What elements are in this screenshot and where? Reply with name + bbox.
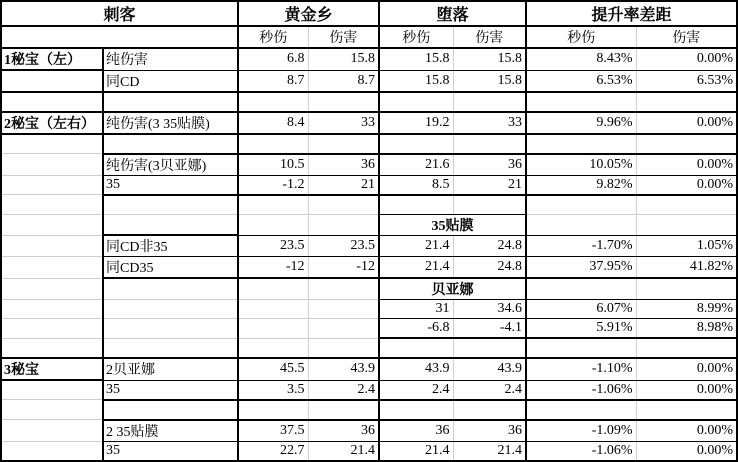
- value-cell[interactable]: 19.2: [379, 112, 453, 134]
- empty-cell[interactable]: [103, 134, 238, 154]
- empty-cell[interactable]: [526, 195, 636, 215]
- value-cell[interactable]: 21.4: [379, 257, 453, 279]
- value-cell[interactable]: 15.8: [453, 48, 526, 70]
- table-row: [1, 48, 737, 70]
- table-row: [1, 441, 737, 461]
- value-cell[interactable]: 43.9: [453, 358, 526, 380]
- empty-cell[interactable]: [238, 195, 308, 215]
- empty-cell[interactable]: [1, 278, 103, 300]
- empty-cell[interactable]: [103, 195, 238, 215]
- empty-cell[interactable]: [308, 400, 379, 420]
- col-group-golden-town[interactable]: 黄金乡: [238, 1, 379, 26]
- empty-cell[interactable]: [1, 380, 103, 400]
- table-row: [1, 112, 737, 134]
- value-cell[interactable]: 36: [453, 420, 526, 442]
- row-group-label[interactable]: 3秘宝: [1, 358, 103, 380]
- table-row: [1, 420, 737, 442]
- empty-cell[interactable]: [1, 214, 103, 235]
- empty-cell[interactable]: [103, 92, 238, 112]
- percent-cell[interactable]: 6.07%: [526, 300, 636, 319]
- value-cell[interactable]: 37.5: [238, 420, 308, 442]
- value-cell[interactable]: 21.4: [308, 441, 379, 461]
- row-group-label[interactable]: 2秘宝（左右）: [1, 112, 103, 134]
- empty-cell[interactable]: [238, 300, 308, 319]
- value-cell[interactable]: 36: [308, 420, 379, 442]
- subheader-dps[interactable]: 秒伤: [238, 26, 308, 48]
- empty-cell[interactable]: [308, 92, 379, 112]
- percent-cell[interactable]: 8.43%: [526, 48, 636, 70]
- value-cell[interactable]: 43.9: [379, 358, 453, 380]
- empty-cell[interactable]: [1, 26, 238, 48]
- table-row: [1, 257, 737, 279]
- empty-cell[interactable]: [453, 134, 526, 154]
- empty-cell[interactable]: [103, 400, 238, 420]
- value-cell[interactable]: 22.7: [238, 441, 308, 461]
- empty-cell[interactable]: [453, 195, 526, 215]
- empty-cell[interactable]: [379, 92, 453, 112]
- value-cell[interactable]: 31: [379, 300, 453, 319]
- empty-cell[interactable]: [636, 400, 737, 420]
- value-cell[interactable]: 24.8: [453, 235, 526, 257]
- empty-cell[interactable]: [453, 338, 526, 358]
- value-cell[interactable]: 33: [308, 112, 379, 134]
- empty-cell[interactable]: [103, 338, 238, 358]
- percent-cell[interactable]: 6.53%: [636, 70, 737, 92]
- empty-cell[interactable]: [238, 338, 308, 358]
- value-cell[interactable]: 33: [453, 112, 526, 134]
- row-label[interactable]: 2 35贴膜: [103, 420, 238, 442]
- table-row: [1, 134, 737, 154]
- empty-cell[interactable]: [1, 338, 103, 358]
- table-row: [1, 70, 737, 92]
- percent-cell[interactable]: 0.00%: [636, 175, 737, 195]
- empty-cell[interactable]: [1, 70, 103, 92]
- value-cell[interactable]: 21.6: [379, 154, 453, 176]
- empty-cell[interactable]: [308, 300, 379, 319]
- value-cell[interactable]: -12: [238, 257, 308, 279]
- value-cell[interactable]: 21: [308, 175, 379, 195]
- value-cell[interactable]: 23.5: [238, 235, 308, 257]
- empty-cell[interactable]: [636, 214, 737, 235]
- table-row: [1, 278, 737, 300]
- empty-cell[interactable]: [1, 175, 103, 195]
- percent-cell[interactable]: -1.09%: [526, 420, 636, 442]
- value-cell[interactable]: 2.4: [379, 380, 453, 400]
- empty-cell[interactable]: [103, 300, 238, 319]
- empty-cell[interactable]: [103, 319, 238, 339]
- percent-cell[interactable]: 0.00%: [636, 358, 737, 380]
- empty-cell[interactable]: [453, 400, 526, 420]
- empty-cell[interactable]: [308, 195, 379, 215]
- table-row: [1, 380, 737, 400]
- table-header-row: [1, 1, 737, 26]
- empty-cell[interactable]: [1, 300, 103, 319]
- percent-cell[interactable]: 0.00%: [636, 48, 737, 70]
- percent-cell[interactable]: 0.00%: [636, 112, 737, 134]
- subheader-damage[interactable]: 伤害: [308, 26, 379, 48]
- table-row: [1, 195, 737, 215]
- table-row: [1, 319, 737, 339]
- percent-cell[interactable]: 41.82%: [636, 257, 737, 279]
- table-row: [1, 338, 737, 358]
- table-row: [1, 358, 737, 380]
- percent-cell[interactable]: 1.05%: [636, 235, 737, 257]
- empty-cell[interactable]: [308, 319, 379, 339]
- percent-cell[interactable]: -1.06%: [526, 380, 636, 400]
- empty-cell[interactable]: [636, 338, 737, 358]
- value-cell[interactable]: -12: [308, 257, 379, 279]
- row-group-label[interactable]: 1秘宝（左）: [1, 48, 103, 70]
- empty-cell[interactable]: [238, 214, 308, 235]
- row-label[interactable]: 同CD35: [103, 257, 238, 279]
- value-cell[interactable]: 43.9: [308, 358, 379, 380]
- percent-cell[interactable]: 8.99%: [636, 300, 737, 319]
- value-cell[interactable]: -4.1: [453, 319, 526, 339]
- value-cell[interactable]: 8.7: [238, 70, 308, 92]
- percent-cell[interactable]: -1.06%: [526, 441, 636, 461]
- row-label[interactable]: 2贝亚娜: [103, 358, 238, 380]
- empty-cell[interactable]: [636, 278, 737, 300]
- value-cell[interactable]: 15.8: [379, 48, 453, 70]
- empty-cell[interactable]: [308, 134, 379, 154]
- empty-cell[interactable]: [526, 400, 636, 420]
- value-cell[interactable]: -6.8: [379, 319, 453, 339]
- percent-cell[interactable]: 6.53%: [526, 70, 636, 92]
- value-cell[interactable]: 10.5: [238, 154, 308, 176]
- value-cell[interactable]: 8.4: [238, 112, 308, 134]
- section-header-beyana[interactable]: 贝亚娜: [379, 278, 526, 300]
- table-subheader-row: [1, 26, 737, 48]
- value-cell[interactable]: 24.8: [453, 257, 526, 279]
- row-label[interactable]: 纯伤害(3 35贴膜): [103, 112, 238, 134]
- empty-cell[interactable]: [103, 214, 238, 235]
- value-cell[interactable]: 8.7: [308, 70, 379, 92]
- table-row: [1, 214, 737, 235]
- empty-cell[interactable]: [526, 92, 636, 112]
- empty-cell[interactable]: [379, 195, 453, 215]
- empty-cell[interactable]: [1, 154, 103, 176]
- row-label[interactable]: 纯伤害: [103, 48, 238, 70]
- percent-cell[interactable]: 0.00%: [636, 441, 737, 461]
- empty-cell[interactable]: [308, 278, 379, 300]
- value-cell[interactable]: -1.2: [238, 175, 308, 195]
- value-cell[interactable]: 2.4: [453, 380, 526, 400]
- value-cell[interactable]: 21.4: [453, 441, 526, 461]
- empty-cell[interactable]: [308, 214, 379, 235]
- empty-cell[interactable]: [526, 278, 636, 300]
- empty-cell[interactable]: [1, 195, 103, 215]
- percent-cell[interactable]: 8.98%: [636, 319, 737, 339]
- empty-cell[interactable]: [636, 92, 737, 112]
- empty-cell[interactable]: [1, 134, 103, 154]
- empty-cell[interactable]: [1, 400, 103, 420]
- subheader-dps[interactable]: 秒伤: [379, 26, 453, 48]
- value-cell[interactable]: 15.8: [308, 48, 379, 70]
- empty-cell[interactable]: [308, 338, 379, 358]
- empty-cell[interactable]: [1, 92, 103, 112]
- value-cell[interactable]: 15.8: [379, 70, 453, 92]
- value-cell[interactable]: 6.8: [238, 48, 308, 70]
- percent-cell[interactable]: 0.00%: [636, 420, 737, 442]
- empty-cell[interactable]: [636, 195, 737, 215]
- empty-cell[interactable]: [1, 319, 103, 339]
- value-cell[interactable]: 23.5: [308, 235, 379, 257]
- subheader-damage[interactable]: 伤害: [453, 26, 526, 48]
- percent-cell[interactable]: 5.91%: [526, 319, 636, 339]
- empty-cell[interactable]: [103, 278, 238, 300]
- empty-cell[interactable]: [238, 319, 308, 339]
- value-cell[interactable]: 34.6: [453, 300, 526, 319]
- table-row: [1, 175, 737, 195]
- table-row: [1, 235, 737, 257]
- empty-cell[interactable]: [636, 134, 737, 154]
- empty-cell[interactable]: [526, 134, 636, 154]
- empty-cell[interactable]: [379, 134, 453, 154]
- empty-cell[interactable]: [1, 257, 103, 279]
- value-cell[interactable]: 45.5: [238, 358, 308, 380]
- empty-cell[interactable]: [1, 235, 103, 257]
- percent-cell[interactable]: 37.95%: [526, 257, 636, 279]
- section-header-35-film[interactable]: 35贴膜: [379, 214, 526, 235]
- value-cell[interactable]: 36: [453, 154, 526, 176]
- percent-cell[interactable]: -1.70%: [526, 235, 636, 257]
- value-cell[interactable]: 8.5: [379, 175, 453, 195]
- value-cell[interactable]: 2.4: [308, 380, 379, 400]
- empty-cell[interactable]: [379, 400, 453, 420]
- empty-cell[interactable]: [453, 92, 526, 112]
- row-label[interactable]: 35: [103, 380, 238, 400]
- table-row: [1, 300, 737, 319]
- table-row: [1, 154, 737, 176]
- percent-cell[interactable]: 10.05%: [526, 154, 636, 176]
- empty-cell[interactable]: [526, 214, 636, 235]
- empty-cell[interactable]: [238, 134, 308, 154]
- empty-cell[interactable]: [238, 92, 308, 112]
- table-row: [1, 400, 737, 420]
- subheader-dps[interactable]: 秒伤: [526, 26, 636, 48]
- row-label[interactable]: 纯伤害(3贝亚娜): [103, 154, 238, 176]
- empty-cell[interactable]: [526, 338, 636, 358]
- col-group-assassin[interactable]: 刺客: [1, 1, 238, 26]
- empty-cell[interactable]: [379, 338, 453, 358]
- row-label[interactable]: 同CD非35: [103, 235, 238, 257]
- percent-cell[interactable]: -1.10%: [526, 358, 636, 380]
- percent-cell[interactable]: 9.82%: [526, 175, 636, 195]
- value-cell[interactable]: 36: [308, 154, 379, 176]
- col-group-improvement-gap[interactable]: 提升率差距: [526, 1, 737, 26]
- value-cell[interactable]: 21: [453, 175, 526, 195]
- value-cell[interactable]: 21.4: [379, 235, 453, 257]
- value-cell[interactable]: 15.8: [453, 70, 526, 92]
- empty-cell[interactable]: [238, 400, 308, 420]
- empty-cell[interactable]: [238, 278, 308, 300]
- col-group-fallen[interactable]: 堕落: [379, 1, 526, 26]
- percent-cell[interactable]: 0.00%: [636, 154, 737, 176]
- percent-cell[interactable]: 0.00%: [636, 380, 737, 400]
- row-label[interactable]: 同CD: [103, 70, 238, 92]
- value-cell[interactable]: 36: [379, 420, 453, 442]
- percent-cell[interactable]: 9.96%: [526, 112, 636, 134]
- subheader-damage[interactable]: 伤害: [636, 26, 737, 48]
- row-label[interactable]: 35: [103, 441, 238, 461]
- table-row: [1, 92, 737, 112]
- empty-cell[interactable]: [1, 420, 103, 442]
- row-label[interactable]: 35: [103, 175, 238, 195]
- empty-cell[interactable]: [1, 441, 103, 461]
- value-cell[interactable]: 3.5: [238, 380, 308, 400]
- value-cell[interactable]: 21.4: [379, 441, 453, 461]
